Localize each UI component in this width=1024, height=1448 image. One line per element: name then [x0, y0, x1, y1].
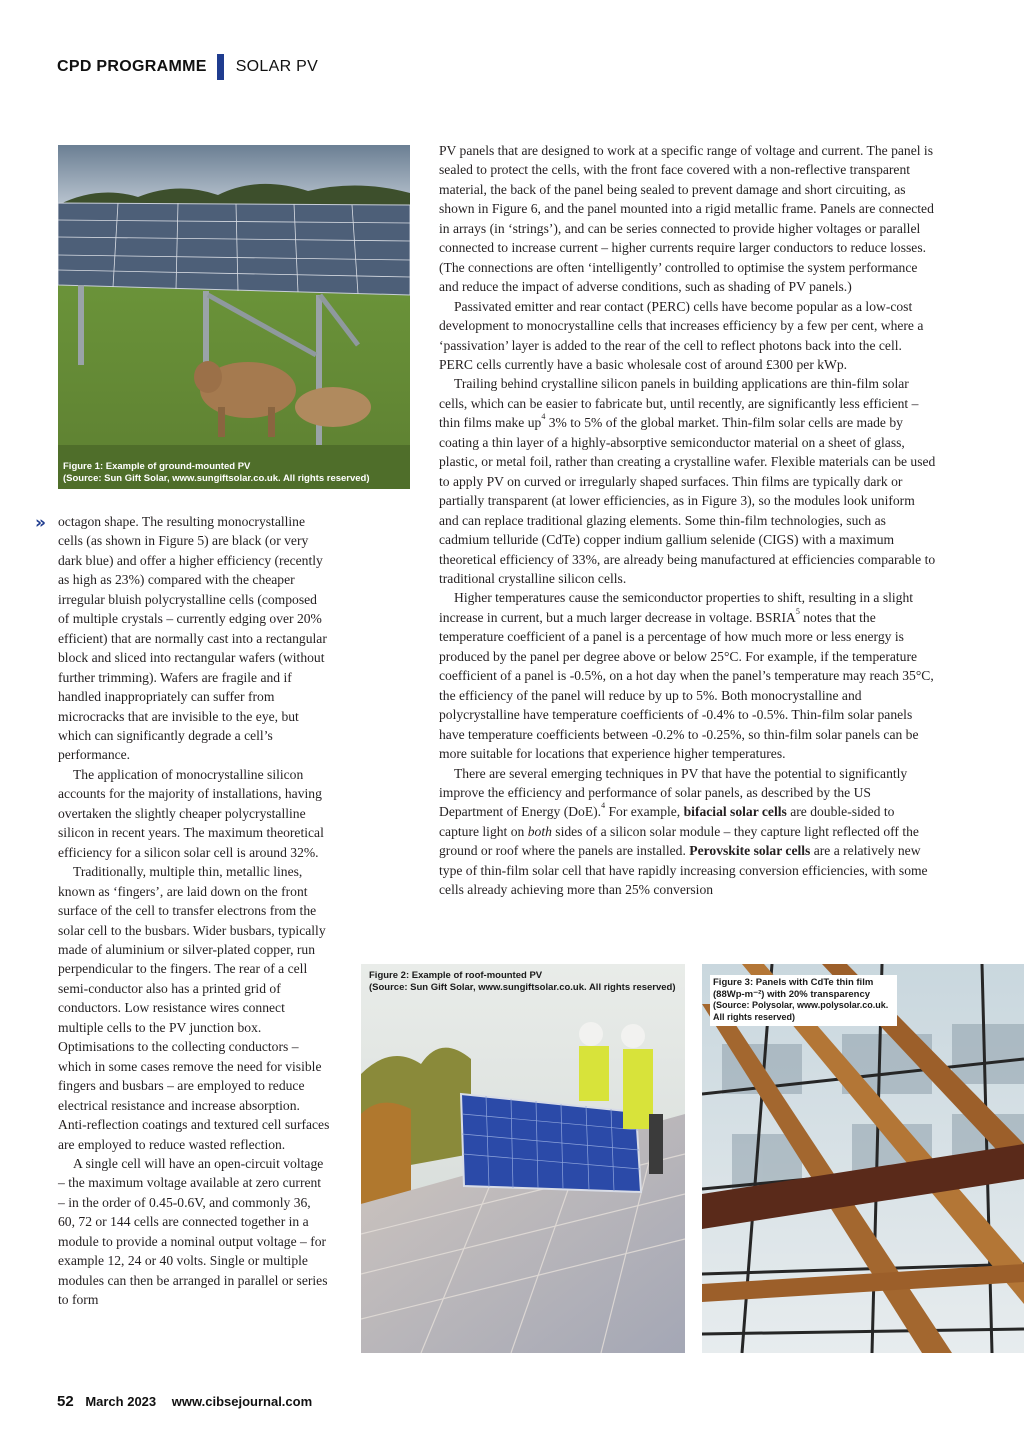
figure-1-source: (Source: Sun Gift Solar, www.sungiftsolar.co.uk. All rights reserved) — [63, 472, 370, 484]
issue-date: March 2023 — [85, 1394, 157, 1409]
body-paragraph — [439, 764, 937, 900]
text-run: are a relatively new type of thin-film solar cell that have rapidly increasing conversion efficiencies, with some cells already achieving more than 25% conversion — [439, 843, 928, 898]
journal-url: www.cibsejournal.com — [171, 1394, 313, 1409]
body-paragraph: Traditionally, multiple thin, metallic lines, known as ‘fingers’, are laid down on the front surface of the cell to transfer electrons from the solar cell to the busbars. Wider busbars, typically made of aluminium or silver-plated copper, run perpendicular to the fingers. The rear of a cell semi-conductor also has a printed grid of conductors. Low resistance wires connect multiple cells to the PV junction box. Optimisations to the collecting conductors – which in some cases remove the need for visible fingers and busbars – are employed to reduce electrical resistance and increase absorption. Anti-reflection coatings and textured cell surfaces are employed to reduce wasted reflection. — [58, 864, 330, 1152]
figure-2-photo — [361, 964, 685, 1353]
header-divider — [217, 54, 224, 80]
left-text-column — [58, 512, 330, 1310]
reference-superscript: 5 — [795, 606, 800, 616]
programme-label: CPD PROGRAMME — [57, 58, 207, 75]
figure-3-title: Figure 3: Panels with CdTe thin film (88Wp-m⁻²) with 20% transparency — [713, 977, 874, 1000]
figure-3-caption — [710, 975, 897, 1026]
text-run: Higher temperatures cause the semiconductor properties to shift, resulting in a slight increase in current, but a much larger decrease in voltage. BSRIA — [439, 590, 914, 625]
figure-2-caption — [369, 970, 676, 993]
body-paragraph: octagon shape. The resulting monocrystalline cells (as shown in Figure 5) are black (or very dark blue) and offer a higher efficiency (recently as high as 23%) compared with the cheaper irregular bluish polycrystalline cells (composed of multiple crystals – currently edging over 20% efficient) that are normally cast into a rectangular block and sliced into rectangular wafers (without further trimming). Wafers are fragile and if handled inappropriately can suffer from microcracks that are invisible to the eye, but which can significantly degrade a cell’s performance. — [58, 514, 327, 763]
text-run: Trailing behind crystalline silicon panels in building applications are thin-film solar cells, which can be easier to fabricate but, until recently, are significantly less efficient –thin films make up — [439, 376, 919, 431]
text-run: are double-sided to capture light on — [439, 804, 895, 839]
text-run: notes that the temperature coefficient of a panel is a percentage of how much more or less energy is produced by the panel per degree above or below 25°C. For example, if the temperature coefficient of a panel is -0.5%, on a hot day when the panel’s temperature may reach 35°C, the efficiency of the panel will reduce by up to 5%. Both monocrystalline and polycrystalline have temperature coefficients of -0.4% to -0.5%. Thin-film solar panels have temperature coefficients between -0.2% to -0.25%, so thin-film solar panels can be more suitable for locations that experience higher temperatures. — [439, 609, 934, 762]
reference-superscript: 4 — [601, 801, 606, 811]
italic-term: both — [527, 823, 552, 839]
figure-1-title: Figure 1: Example of ground-mounted PV — [63, 461, 251, 472]
page-number: 52 — [57, 1393, 74, 1410]
section-label: SOLAR PV — [235, 58, 319, 75]
reference-superscript: 4 — [541, 412, 546, 422]
text-run: sides of a silicon solar module – they capture light reflected off the ground or roof where the panels are installed. — [439, 823, 919, 859]
figure-1-photo — [58, 145, 410, 489]
running-header — [57, 54, 318, 80]
bold-term: bifacial solar cells — [683, 804, 787, 820]
text-run: There are several emerging techniques in PV that have the potential to significantly improve the efficiency and performance of solar panels, as described by the US Department of Energy (DoE). — [439, 765, 908, 820]
body-paragraph — [439, 588, 937, 763]
body-paragraph: The application of monocrystalline silicon accounts for the majority of installations, having overtaken the slightly cheaper polycrystalline silicon in recent years. The maximum theoretical efficiency for a silicon solar cell is around 32%. — [58, 766, 324, 860]
text-run: For example, — [605, 804, 684, 820]
figure-3-source: (Source: Polysolar, www.polysolar.co.uk. All rights reserved) — [713, 1000, 889, 1022]
continuation-chevron-icon: » — [35, 513, 46, 533]
figure-1-caption — [63, 461, 370, 484]
body-paragraph: Passivated emitter and rear contact (PERC) cells have become popular as a low-cost development to monocrystalline cells that increases efficiency by a few per cent, where a ‘passivation’ layer is added to the rear of the cell to reflect photons back into the cell. PERC cells currently have a basic wholesale cost of around £300 per kWp. — [439, 298, 924, 372]
bold-term: Perovskite solar cells — [689, 843, 811, 859]
page-footer — [57, 1393, 312, 1410]
body-paragraph: A single cell will have an open-circuit voltage – the maximum voltage available at zero current – in the order of 0.45-0.6V, and commonly 36, 60, 72 or 144 cells are connected together in a module to provide a nominal output voltage – for example 12, 24 or 40 volts. Single or multiple modules can then be arranged in parallel or series to form — [58, 1155, 328, 1308]
text-run: 3% to 5% of the global market. Thin-film solar cells are made by coating a thin layer of a highly-absorptive semiconductor material on a sheet of glass, plastic, or metal foil, rather than creating a crystalline wafer. Flexible materials can be used to apply PV on curved or irregularly shaped surfaces. Thin films are typically dark or partially transparent (at lower efficiencies, as in Figure 3), so the modules look uniform and can replace traditional glazing elements. Some thin-film technologies, such as cadmium telluride (CdTe) copper indium gallium selenide (CIGS) with a maximum theoretical efficiency of 33%, are already being manufactured at efficiencies comparable to traditional crystalline silicon cells. — [439, 415, 936, 586]
figure-2-title: Figure 2: Example of roof-mounted PV — [369, 970, 543, 981]
figure-2-source: (Source: Sun Gift Solar, www.sungiftsolar.co.uk. All rights reserved) — [369, 981, 676, 993]
body-paragraph: PV panels that are designed to work at a specific range of voltage and current. The panel is sealed to protect the cells, with the front face covered with a non-reflective transparent material, the back of the panel being sealed to prevent damage and short circuiting, as shown in Figure 6, and the panel mounted into a rigid metallic frame. Panels are connected in arrays (in ‘strings’), and can be series connected to provide higher voltages or parallel connected to increase current – higher currents require larger conductors to reduce losses. (The connections are often ‘intelligently’ controlled to optimise the system performance and reduce the impact of adverse conditions, such as shading of PV panels.) — [439, 143, 934, 295]
right-text-column — [439, 141, 937, 900]
body-paragraph — [439, 374, 937, 588]
